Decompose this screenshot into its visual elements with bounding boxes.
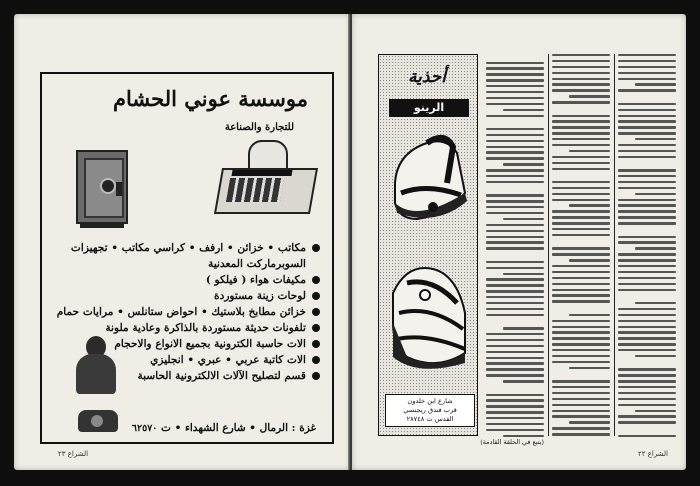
safe-handle-icon [116, 182, 122, 196]
text-line [552, 126, 610, 128]
text-line [552, 120, 610, 122]
text-line [503, 109, 544, 111]
text-line [552, 283, 610, 285]
page-number: الشراع ٢٣ [58, 450, 89, 458]
list-item-continuation: السوبرماركت المعدنية [208, 258, 306, 270]
text-line [486, 417, 544, 419]
text-line [503, 327, 544, 329]
text-line [569, 95, 610, 97]
text-line [569, 150, 610, 152]
text-line [618, 326, 676, 328]
list-item: الات حاسبة الكترونية بجميع الانواع والاحجام [50, 336, 320, 352]
text-line [618, 144, 676, 146]
text-line [618, 368, 676, 370]
shoe-advertisement [378, 54, 478, 436]
bullet-icon [312, 308, 320, 316]
text-line [618, 222, 676, 224]
address-text: غزة : الرمال • شارع الشهداء • ت [161, 422, 316, 434]
text-line [486, 97, 544, 99]
text-line [618, 349, 676, 351]
bullet-icon [312, 292, 320, 300]
text-line [552, 349, 610, 351]
text-line [552, 115, 610, 117]
text-line [486, 339, 544, 341]
text-line [486, 411, 544, 413]
text-line [552, 277, 610, 279]
text-line [552, 193, 610, 195]
text-line [486, 151, 544, 153]
text-line [618, 289, 676, 291]
text-line [618, 259, 676, 261]
text-line [486, 236, 544, 238]
text-line [635, 193, 676, 195]
right-page [352, 14, 686, 470]
text-line [618, 132, 676, 134]
text-line [552, 320, 610, 322]
text-line [618, 421, 676, 423]
shop-line: قرب فندق ريجنسي [403, 406, 457, 414]
text-line [552, 234, 610, 236]
text-line [486, 394, 544, 396]
safe-illustration [76, 150, 128, 224]
bullet-icon [312, 372, 320, 380]
text-line [618, 109, 676, 111]
text-line [552, 132, 610, 134]
text-line [486, 62, 544, 64]
text-line [486, 241, 544, 243]
text-line [618, 374, 676, 376]
text-line [552, 228, 610, 230]
text-line [552, 168, 610, 170]
text-line [486, 296, 544, 298]
text-line [552, 404, 610, 406]
text-line [618, 415, 676, 417]
text-line [552, 427, 610, 429]
text-line [552, 240, 610, 244]
text-line [569, 367, 610, 369]
text-line [618, 337, 676, 339]
text-line [618, 204, 676, 206]
text-line [552, 89, 610, 91]
bullet-icon [312, 340, 320, 348]
text-line [486, 374, 544, 376]
ad-title: موسسة عوني الحشام [113, 86, 308, 111]
text-line [486, 429, 544, 431]
text-line [552, 222, 610, 224]
advertisement-frame [40, 72, 334, 444]
text-line [486, 134, 544, 136]
column-rule [614, 54, 615, 436]
text-line [618, 103, 676, 105]
text-line [618, 331, 676, 333]
text-line [486, 278, 544, 280]
text-line [569, 204, 610, 206]
text-line [552, 289, 610, 291]
text-line [486, 399, 544, 401]
text-line [618, 150, 676, 152]
text-line [552, 54, 610, 56]
bullet-icon [312, 244, 320, 252]
text-line [618, 320, 676, 322]
text-line [486, 91, 544, 93]
text-line [552, 156, 610, 158]
text-line [552, 380, 610, 382]
text-line [486, 224, 544, 226]
text-line [552, 173, 610, 177]
text-line [552, 138, 610, 140]
text-line [503, 218, 544, 220]
text-line [552, 101, 610, 103]
text-line [552, 78, 610, 80]
text-line [486, 308, 544, 310]
text-line [552, 210, 610, 212]
text-line [486, 253, 544, 257]
text-line [618, 162, 676, 166]
left-page [14, 14, 350, 470]
text-line [552, 216, 610, 218]
text-line [486, 261, 544, 263]
text-line [552, 83, 610, 85]
text-line [503, 380, 544, 382]
text-line [618, 236, 676, 238]
safe-door [84, 158, 124, 218]
text-line [552, 66, 610, 68]
text-line [552, 355, 610, 357]
list-item: الات كاتبة عربي • عبري • انجليزي [50, 352, 320, 368]
text-line [618, 181, 676, 183]
text-line [569, 259, 610, 261]
text-line [618, 210, 676, 212]
text-line [552, 253, 610, 255]
text-line [635, 302, 676, 304]
article-column [486, 54, 544, 436]
text-line [618, 115, 676, 117]
text-line [618, 361, 676, 365]
shop-address [385, 394, 475, 427]
phone-dial-icon [91, 415, 103, 427]
text-line [552, 265, 610, 267]
text-line [618, 277, 676, 279]
text-line [618, 241, 676, 243]
text-line [618, 54, 676, 56]
brand-name: الرينو [389, 99, 469, 117]
text-line [486, 405, 544, 407]
list-item: مكاتب • خزائن • ارفف • كراسي مكاتب • تجهيزات [50, 240, 320, 256]
safe-dial-icon [100, 178, 116, 194]
text-line [618, 283, 676, 285]
text-line [569, 314, 610, 316]
calculator-display [231, 170, 292, 176]
text-line [618, 175, 676, 177]
text-line [552, 72, 610, 74]
wedge-shoe-illustration [387, 253, 471, 383]
text-line [552, 300, 610, 302]
text-line [486, 284, 544, 286]
text-line [618, 392, 676, 394]
text-line [618, 126, 676, 128]
text-line [486, 302, 544, 304]
list-item: تلفونات حديثة مستوردة بالذاكرة وعادية ملونة [50, 320, 320, 336]
text-line [552, 343, 610, 345]
text-line [552, 306, 610, 310]
text-line [618, 199, 676, 201]
article-column [618, 54, 676, 436]
text-line [618, 60, 676, 62]
text-line [486, 157, 544, 159]
brand-logo: أحذية [407, 67, 446, 87]
text-line [486, 351, 544, 353]
article-column [552, 54, 610, 436]
text-line [486, 169, 544, 171]
text-line [486, 103, 544, 105]
text-line [618, 271, 676, 273]
text-line [618, 294, 676, 298]
sandal-illustration [387, 123, 471, 233]
list-item: مكيفات هواء ( فيلكو ) [50, 272, 320, 288]
article-columns [480, 54, 670, 446]
text-line [618, 435, 676, 437]
calculator-illustration [218, 138, 318, 230]
text-line [618, 78, 676, 80]
text-line [486, 115, 544, 117]
text-line [486, 362, 544, 364]
text-line [552, 162, 610, 164]
text-line [486, 146, 544, 148]
text-line [486, 181, 544, 183]
bullet-icon [312, 324, 320, 332]
text-line [486, 386, 544, 390]
text-line [618, 66, 676, 68]
ad-subtitle: للتجارة والصناعة [224, 122, 294, 133]
phone-number: ٦٢٥٧٠ [131, 423, 158, 434]
text-line [552, 337, 610, 339]
text-line [552, 60, 610, 62]
text-line [552, 415, 610, 417]
text-line [552, 410, 610, 412]
text-line [503, 435, 544, 437]
text-line [635, 355, 676, 357]
text-line [618, 169, 676, 171]
text-line [552, 187, 610, 189]
text-line [552, 181, 610, 183]
text-line [618, 156, 676, 158]
text-line [486, 67, 544, 69]
text-line [618, 398, 676, 400]
text-line [552, 386, 610, 388]
text-line [486, 345, 544, 347]
text-line [486, 194, 544, 196]
text-line [618, 404, 676, 406]
text-line [486, 423, 544, 425]
calculator-keys [226, 178, 284, 202]
text-line [552, 271, 610, 273]
text-line [552, 373, 610, 377]
text-line [486, 368, 544, 370]
text-line [552, 331, 610, 333]
text-line [486, 267, 544, 269]
text-line [552, 392, 610, 394]
text-line [486, 333, 544, 335]
text-line [486, 212, 544, 214]
list-item: قسم لتصليح الآلات الالكترونية الحاسبة [50, 368, 320, 384]
text-line [552, 294, 610, 296]
text-line [569, 421, 610, 423]
text-line [486, 357, 544, 359]
text-line [635, 83, 676, 85]
text-line [618, 228, 676, 232]
text-line [486, 206, 544, 208]
text-line [552, 107, 610, 111]
text-line [486, 85, 544, 87]
text-line [618, 216, 676, 218]
text-line [503, 163, 544, 165]
text-line [635, 247, 676, 249]
text-line [618, 314, 676, 316]
shop-line: شارع ابن خلدون [407, 397, 453, 405]
statue-body [76, 354, 116, 394]
text-line [486, 140, 544, 142]
text-line [486, 200, 544, 202]
text-line [486, 230, 544, 232]
text-line [486, 73, 544, 75]
text-line [552, 398, 610, 400]
bullet-icon [312, 356, 320, 364]
text-line [486, 128, 544, 130]
safe-feet [80, 224, 124, 228]
text-line [618, 72, 676, 74]
text-line [552, 433, 610, 435]
text-line [486, 175, 544, 177]
text-line [486, 54, 544, 58]
text-line [618, 120, 676, 122]
text-line [486, 290, 544, 292]
text-line [486, 187, 544, 191]
text-line [618, 386, 676, 388]
text-line [503, 273, 544, 275]
telephone-icon [78, 410, 118, 432]
text-line [618, 95, 676, 99]
text-line [618, 380, 676, 382]
ad-address [132, 422, 316, 434]
text-line [618, 308, 676, 310]
list-item: خزائن مطابخ بلاستيك • احواض ستانلس • مرايات حمام [50, 304, 320, 320]
text-line [618, 187, 676, 189]
text-line [552, 199, 610, 201]
text-line [552, 247, 610, 249]
text-line [486, 247, 544, 249]
text-line [618, 265, 676, 267]
text-line [552, 144, 610, 146]
text-line [486, 120, 544, 124]
text-line [618, 427, 676, 431]
text-line [486, 314, 544, 316]
text-line [552, 326, 610, 328]
continued-caption: (يتبع في الحلقة القادمة) [480, 438, 544, 446]
text-line [618, 253, 676, 255]
text-line [486, 79, 544, 81]
shop-line: القدس ت ٢٨٧٤٨ [406, 415, 454, 423]
page-number: الشراع ٢٢ [637, 450, 668, 458]
column-rule [548, 54, 549, 436]
text-line [618, 89, 676, 91]
list-item: لوحات زينة مستوردة [50, 288, 320, 304]
bullet-icon [312, 276, 320, 284]
text-line [635, 410, 676, 412]
statue-illustration [72, 336, 120, 412]
text-line [618, 343, 676, 345]
text-line [635, 138, 676, 140]
text-line [552, 361, 610, 363]
text-line [486, 320, 544, 324]
